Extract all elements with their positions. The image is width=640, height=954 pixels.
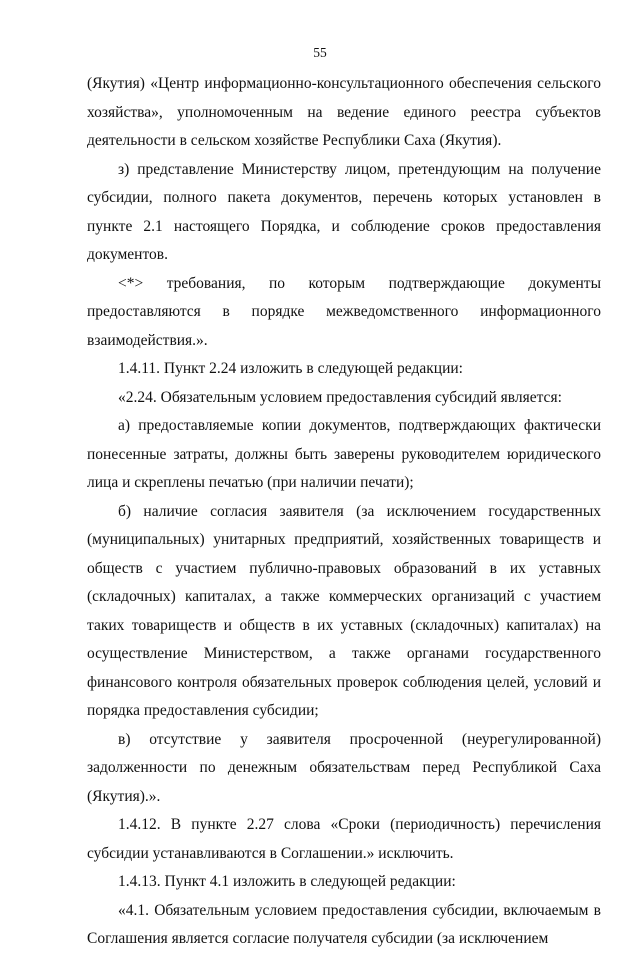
paragraph-1-4-13: 1.4.13. Пункт 4.1 изложить в следующей редакции: (118, 873, 456, 890)
page-number: 55 (313, 45, 327, 60)
paragraph-item-v: в) отсутствие у заявителя просроченной (неурегулированной) задолженности по денежным обязательствам перед Республикой Саха (Якутия).». (87, 730, 601, 805)
paragraph-item-z: з) представление Министерству лицом, претендующим на получение субсидии, полного пакета документов, перечень которых установлен в пункте 2.1 настоящего Порядка, и соблюдение сроков предоставления документов. (87, 160, 601, 263)
paragraph-item-b: б) наличие согласия заявителя (за исключением государственных (муниципальных) унитарных предприятий, хозяйственных товариществ и обществ с участием публично-правовых образований в их уставных (складочных) капиталах, а также коммерческих организаций с участием таких товариществ и обществ в их уставных (складочных) капиталах) на осуществление Министерством, а также органами государственного финансового контроля обязательных проверок соблюдения целей, условий и порядка предоставления субсидии; (87, 502, 601, 719)
paragraph-1-4-11: 1.4.11. Пункт 2.24 изложить в следующей редакции: (118, 360, 463, 377)
document-body (87, 70, 601, 954)
paragraph-continuation: (Якутия) «Центр информационно-консультационного обеспечения сельского хозяйства», уполномоченным на ведение единого реестра субъектов деятельности в сельском хозяйстве Республики Саха (Якутия). (87, 75, 601, 149)
paragraph-2-24-heading: «2.24. Обязательным условием предоставления субсидий является: (118, 388, 562, 406)
paragraph-footnote-note: <*> требования, по которым подтверждающие документы предоставляются в порядке межведомственного информационного взаимодействия.». (87, 274, 601, 349)
paragraph-4-1: «4.1. Обязательным условием предоставления субсидии, включаемым в Соглашения является согласие получателя субсидии (за исключением (87, 901, 601, 947)
paragraph-item-a: а) предоставляемые копии документов, подтверждающих фактически понесенные затраты, должны быть заверены руководителем юридического лица и скреплены печатью (при наличии печати); (87, 417, 601, 491)
paragraph-1-4-12: 1.4.12. В пункте 2.27 слова «Сроки (периодичность) перечисления субсидии устанавливаются в Соглашении.» исключить. (87, 816, 601, 862)
